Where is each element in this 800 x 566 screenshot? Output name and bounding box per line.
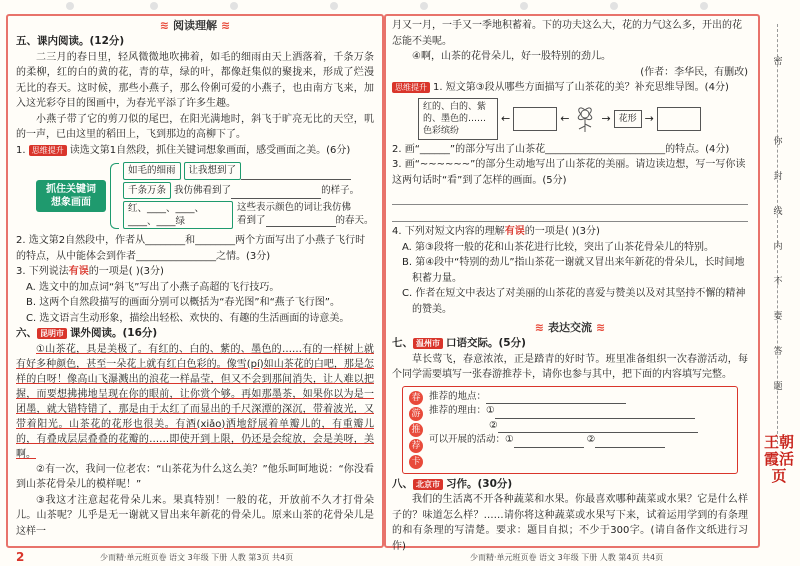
footer-left: 少而精·单元班页卷 语文 3年级 下册 人教 第3页 共4页 — [100, 553, 294, 562]
section-7-title: 七、 温州市 口语交际。(5分) — [392, 337, 526, 349]
mind-map: 抓住关键词想象画面 如毛的细雨 让我想到了 千条万条 我仿佛看到了 的样子。 红、____、____、____、____绿 这些表示颜色的词让我仿佛 看到了 的春天。 — [36, 160, 374, 231]
spring-trip-card: 春 游 推 荐 卡 推荐的地点： 推荐的理由：① ② 可以开展的活动：① ② — [402, 386, 738, 474]
q3: 3. 下列说法有误的一项是( )(3分) — [16, 266, 164, 277]
section-6-title: 六、 昆明市 课外阅读。(16分) — [16, 327, 158, 339]
binding-holes — [0, 0, 800, 14]
page-number-left: 2 — [16, 550, 25, 564]
q1: 1. 思维提升 读选文第1自然段，抓住关键词想象画面，感受画面之美。(6分) — [16, 144, 351, 156]
blank-3[interactable] — [266, 226, 336, 227]
camellia-flower-icon — [572, 104, 598, 134]
arrow-icon: → — [644, 111, 654, 125]
answer-line[interactable] — [392, 190, 748, 205]
passage-6-p4: ④啊，山茶的花骨朵儿，好一股特别的劲儿。 — [412, 51, 611, 62]
section-8-prompt: 我们的生活离不开各种蔬菜和水果。你最喜欢哪种蔬菜或水果？它是什么样子的？味道怎么样？……请你将这种蔬菜或水果写下来，试着运用学到的有条理的和有条理的写清楚。要求：题目自拟；不少于300字。(请自备作文纸进行习作) — [392, 494, 748, 552]
passage-6-p2: ②有一次，我问一位老农：“山茶花为什么这么美？”他乐呵呵地说：“你没看到山茶花骨朵儿的模样呢！” — [16, 463, 374, 490]
reading-title: 阅读理解 — [173, 19, 217, 33]
brand-logo: 王朝霞活页 — [763, 433, 794, 485]
mind-map-brace — [110, 163, 119, 229]
passage-6-continued: 月又一月，一手又一季地积蓄着。下的功夫这么大，花的力气这么多，开出的花怎能不美呢。 — [392, 20, 742, 47]
mind-word-3: 红、____、____、____、____绿 — [123, 201, 233, 229]
reading-section-bar: ≋ 阅读理解 ≋ — [159, 19, 231, 33]
r-q1: 思维提升 1. 短文第③段从哪些方面描写了山茶花的美？补充思维导图。(4分) — [392, 80, 748, 96]
r-q2: 2. 画“______”的部分写出了山茶花________________________的特点。(4分) — [392, 143, 730, 155]
seal-line-strip: 密 你 封 线 内 不 要 答 题 王朝霞活页 — [758, 14, 800, 548]
right-page — [392, 18, 748, 554]
flow-chart — [418, 98, 748, 140]
card-title-vertical: 春 游 推 荐 卡 — [409, 390, 423, 470]
passage-5-p2: 小燕子带了它的剪刀似的尾巴，在阳光满地时，斜飞于旷亮无比的天空，叽的一声，已由这里的稻田上，飞到那边的高柳下了。 — [16, 113, 374, 140]
q4-option-c: C. 作者在短文中表达了对美丽的山茶花的喜爱与赞美以及对其坚持不懈的精神的赞美。 — [402, 288, 746, 315]
passage-6-p3: ③我这才注意起花骨朵儿来。果真特别！一般的花，开放前不久才打骨朵儿。山茶呢？儿乎是无一谢就又冒出来年新花的骨朵儿。原来山茶的花骨朵儿是这样一 — [16, 494, 374, 537]
q1-tag: 思维提升 — [29, 145, 67, 156]
section-5-title: 五、课内阅读。(12分) — [16, 35, 125, 47]
express-section-bar: ≋ 表达交流 ≋ — [534, 321, 606, 335]
express-title: 表达交流 — [548, 321, 592, 335]
passage-6-p1: ①山茶花，具是美极了。有红的、白的、紫的、墨色的……有的一样树上就有好多种颜色，甚至一朵花上就有红白色彩的。像雪(pí)如山茶花的白吧，那是怎样的白呀！像高山飞瀑溅出的浪花一样晶莹，但又不会到那间消失，让人难以把握，而要想拂拂地呈现在你的眼前，让你赏个够。再如那墨茶，如果你以为是一团墨，就大错特错了，那是由于太红了而显出的千尺深潭的深沉，带着波光，又带着阳光。山茶花的花形也很美。有酒(xiǎo)洒地舒展着单瓣儿的，有重瓣儿的，有叠成层层叠叠的花瓣的……即使开到上限，仍还是会绽放，会是美呀，美啊。 — [16, 343, 374, 460]
arrow-icon: → — [601, 111, 611, 125]
activity-field-1[interactable] — [514, 447, 584, 448]
r-q3: 3. 画“~~~~~~”的部分生动地写出了山茶花的美丽。请边读边想，写一写你读这两句话时“看”到了怎样的画面。(5分) — [392, 159, 746, 186]
q4-option-a: A. 第③段将一般的花和山茶花进行比较，突出了山茶花骨朵儿的特别。 — [402, 241, 714, 253]
q2: 2. 选文第2自然段中，作者从________和________两个方面写出了小燕子飞行时的特点，从中能体会到作者________________之情。(3分) — [16, 235, 366, 262]
footer-right: 少而精·单元班页卷 语文 3年级 下册 人教 第4页 共4页 — [470, 553, 664, 562]
mind-word-1: 如毛的细雨 — [123, 162, 181, 180]
flow-blank-1[interactable] — [513, 107, 557, 131]
answer-line[interactable] — [392, 207, 748, 222]
mind-word-2: 千条万条 — [123, 182, 171, 200]
blank-1[interactable] — [241, 179, 351, 180]
left-page — [16, 18, 374, 539]
arrow-icon: ← — [501, 111, 511, 125]
blank-2[interactable] — [231, 198, 321, 199]
author-credit: (作者：李华民，有删改) — [640, 66, 748, 78]
arrow-icon: ← — [560, 111, 570, 125]
q3-option-c: C. 选文语言生动形象，描绘出轻松、欢快的、有趣的生活画面的诗意美。 — [26, 312, 350, 324]
section-8-title: 八、 北京市 习作。(30分) — [392, 477, 513, 490]
q4-option-b: B. 第④段中“特别的劲儿”指山茶花一谢就又冒出来年新花的骨朵儿，长时间地积蓄力量。 — [402, 257, 745, 284]
flow-blank-2[interactable] — [657, 107, 701, 131]
flow-box-shape: 花形 — [614, 110, 642, 128]
flow-box-color: 红的、白的、紫的、墨色的……色彩缤纷 — [418, 98, 498, 140]
q3-option-b: B. 这两个自然段描写的画面分别可以概括为“春光图”和“燕子飞行图”。 — [26, 297, 340, 308]
mind-map-center: 抓住关键词想象画面 — [36, 180, 106, 212]
activity-field-2[interactable] — [595, 447, 665, 448]
q3-option-a: A. 选文中的加点词“斜飞”写出了小燕子高超的飞行技巧。 — [26, 281, 280, 293]
section-7-prompt: 草长莺飞，春意浓浓，正是踏青的好时节。班里准备组织一次春游活动，每个同学需要填写一张春游推荐卡，请你也参与其中，把下面的内容填写完整。 — [392, 353, 748, 380]
passage-5-p1: 二三月的春日里，轻风微微地吹拂着，如毛的细雨由天上洒落着，千条万条的柔柳，红的白的黄的花，青的草，绿的叶，都像赶集似的聚拢来，形成了烂漫无比的春天。这时候，那些小燕子，那么伶俐可爱的小燕子，也由南方飞来，加入这光彩夺目的图画中，为春光平添了许多生趣。 — [16, 51, 374, 109]
r-q4: 4. 下列对短文内容的理解有误的一项是( )(3分) — [392, 226, 600, 237]
